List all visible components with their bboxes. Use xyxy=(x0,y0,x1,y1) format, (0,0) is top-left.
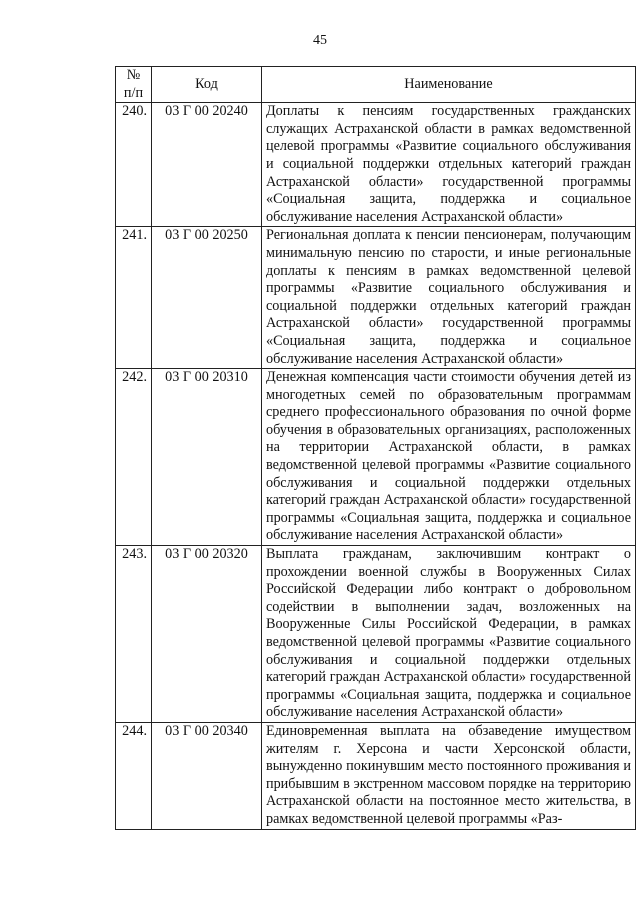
row-code: 03 Г 00 20340 xyxy=(152,722,262,829)
row-name: Доплаты к пенсиям государственных гражданских служащих Астраханской области в рамках ведомственной целевой программы «Развитие социального обслуживания и социальной поддержки отдельных категорий граждан Астраханской области» государственной программы «Социальная защита, поддержка и социальное обслуживание населения Астраханской области» xyxy=(262,103,636,227)
table-row xyxy=(116,103,636,227)
table-row xyxy=(116,227,636,369)
row-code: 03 Г 00 20320 xyxy=(152,546,262,723)
row-name: Денежная компенсация части стоимости обучения детей из многодетных семей по образовательным программам среднего профессионального образования по очной форме обучения в образовательных организациях, расположенных на территории Астраханской области, в рамках ведомственной целевой программы «Развитие социального обслуживания и социальной поддержки отдельных категорий граждан Астраханской области» государственной программы «Социальная защита, поддержка и социальное обслуживание населения Астраханской области» xyxy=(262,369,636,546)
row-number: 240. xyxy=(116,103,152,227)
table-row xyxy=(116,369,636,546)
header-number-sign: № xyxy=(126,67,141,83)
row-number: 244. xyxy=(116,722,152,829)
table-row xyxy=(116,546,636,723)
table-row xyxy=(116,722,636,829)
row-number: 241. xyxy=(116,227,152,369)
header-number xyxy=(116,67,152,103)
row-name: Региональная доплата к пенсии пенсионерам, получающим минимальную пенсию по старости, и иные региональные доплаты к пенсиям в рамках ведомственной целевой программы «Развитие социального обслуживания и социальной поддержки отдельных категорий граждан Астраханской области» государственной программы «Социальная защита, поддержка и социальное обслуживание населения Астраханской области» xyxy=(262,227,636,369)
header-name: Наименование xyxy=(262,67,636,103)
header-code: Код xyxy=(152,67,262,103)
table-header-row xyxy=(116,67,636,103)
row-code: 03 Г 00 20250 xyxy=(152,227,262,369)
row-code: 03 Г 00 20310 xyxy=(152,369,262,546)
row-name: Единовременная выплата на обзаведение имуществом жителям г. Херсона и части Херсонской области, вынужденно покинувшим место постоянного проживания и прибывшим в экстренном массовом порядке на территорию Астраханской области на постоянное место жительства, в рамках ведомственной целевой программы «Раз- xyxy=(262,722,636,829)
row-number: 243. xyxy=(116,546,152,723)
row-number: 242. xyxy=(116,369,152,546)
row-name: Выплата гражданам, заключившим контракт о прохождении военной службы в Вооруженных Силах Российской Федерации либо контракт о добровольном содействии в выполнении задач, возложенных на Вооруженные Силы Российской Федерации, в рамках ведомственной целевой программы «Развитие социального обслуживания и социальной поддержки отдельных категорий граждан Астраханской области» государственной программы «Социальная защита, поддержка и социальное обслуживание населения Астраханской области» xyxy=(262,546,636,723)
page-number: 45 xyxy=(313,33,327,48)
budget-code-table xyxy=(115,66,636,830)
header-number-abbrev: п/п xyxy=(123,84,144,101)
row-code: 03 Г 00 20240 xyxy=(152,103,262,227)
